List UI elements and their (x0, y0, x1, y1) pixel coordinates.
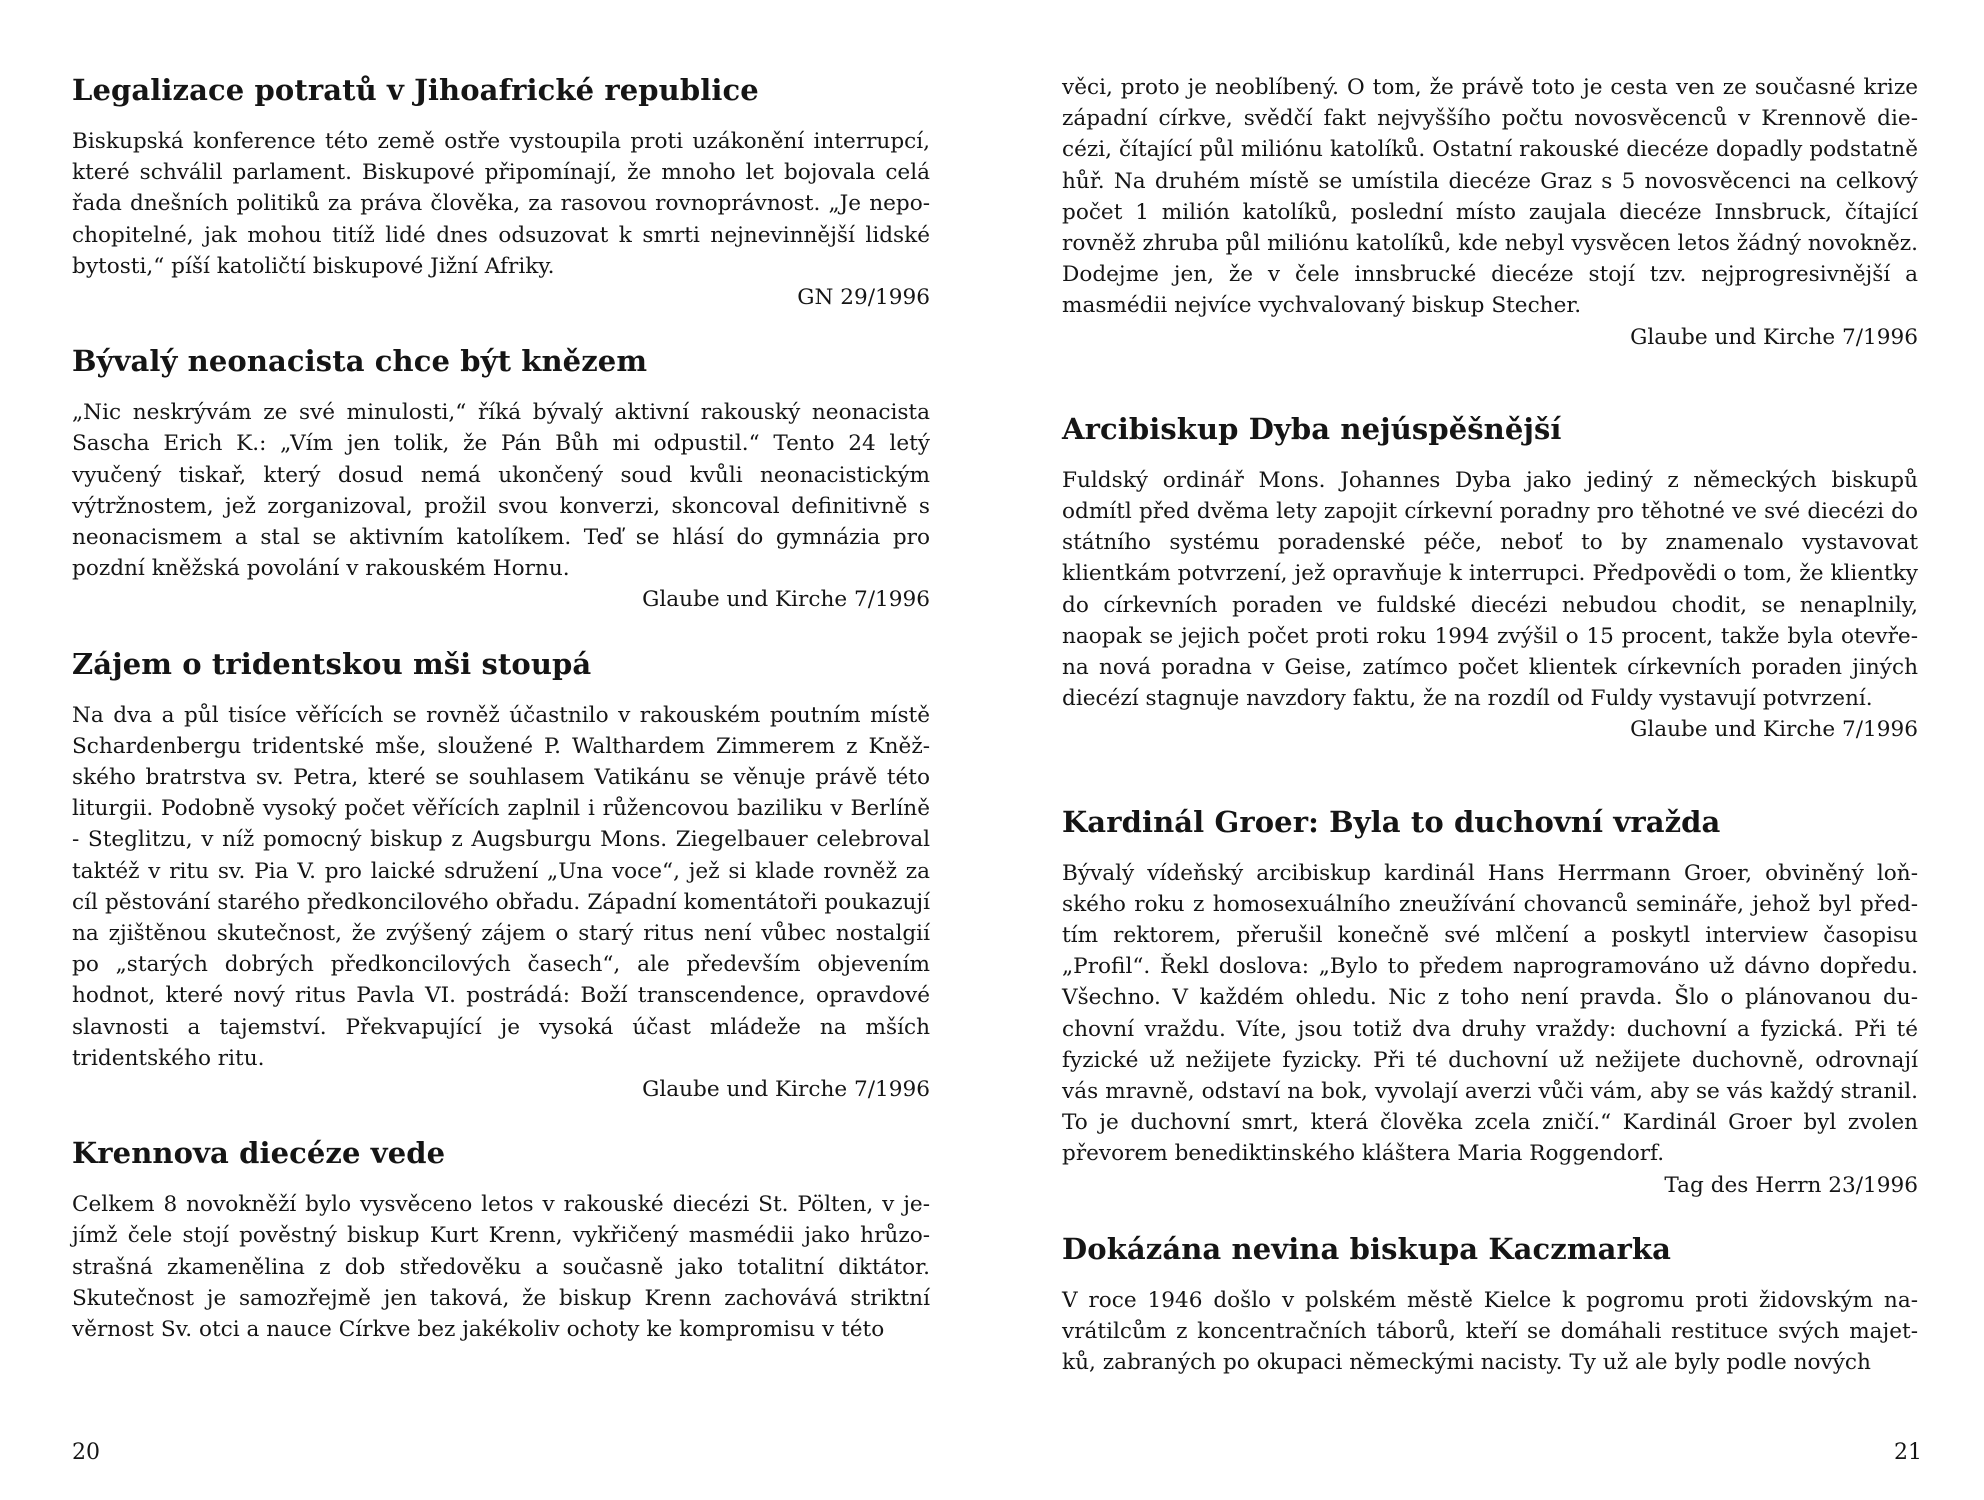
article-title: Zájem o tridentskou mši stoupá (72, 646, 592, 681)
article-title: Dokázána nevina biskupa Kaczmarka (1062, 1231, 1672, 1266)
article-body: věci, proto je neoblíbený. O tom, že právě toto je cesta ven ze současné krize západní církve, svědčí fakt nejvyššího počtu novosvěcenců v Krennově diecézi, čítající půl miliónu katolíků. Ostatní rakouské diecéze dopadly podstatně hůř. Na druhém místě se umístila diecéze Graz s 5 novosvěcenci na celkový počet 1 milión katolíků, poslední místo zaujala diecéze Innsbruck, čítající rovněž zhruba půl miliónu katolíků, kde nebyl vysvěcen letos žádný novokněz. Dodejme jen, že v čele innsbrucké diecéze stojí tzv. nejprogresivnější a masmédii nejvíce vychvalovaný biskup Stecher. (1062, 75, 1918, 319)
article-tridentska-mse (72, 646, 930, 1106)
right-page (992, 0, 1984, 1500)
article-title: Bývalý neonacista chce být knězem (72, 344, 648, 379)
article-source: GN 29/1996 (797, 285, 930, 311)
article-body: Biskupská konference této země ostře vystoupila proti uzákonění interrupcí, které schválil parlament. Biskupové připomínají, že mnoho let bojovala celá řada dnešních politiků za práva člověka, za rasovou rovnoprávnost. „Je nepochopitelné, jak mohou titíž lidé dnes odsuzovat k smrti nejnevinnější lidské bytosti,“ píší katoličtí biskupové Jižní Afriky. (72, 129, 930, 279)
article-body: V roce 1946 došlo v polském městě Kielce k pogromu proti židovským navrátilcům z koncentračních táborů, kteří se domáhali restituce svých majetků, zabraných po okupaci německými nacisty. Ty už ale byly podle nových (1062, 1287, 1918, 1376)
article-body: Na dva a půl tisíce věřících se rovněž účastnilo v rakouském poutním místě Schardenbergu tridentské mše, sloužené P. Walthardem Zimmerem z Kněžského bratrstva sv. Petra, které se souhlasem Vatikánu se věnuje právě této liturgii. Podobně vysoký počet věřících zaplnil i růžencovou baziliku v Berlíně - Steglitzu, v níž pomocný biskup z Augsburgu Mons. Ziegelbauer celebroval taktéž v ritu sv. Pia V. pro laické sdružení „Una voce“, jež si klade rovněž za cíl pěstování starého předkoncilového obřadu. Západní komentátoři poukazují na zjištěnou skutečnost, že zvýšený zájem o starý ritus není vůbec nostalgií po „starých dobrých předkoncilových časech“, ale především objevením hodnot, které nový ritus Pavla VI. postrádá: Boží transcendence, opravdové slavnosti a tajemství. Překvapující je vysoká účast mládeže na mších tridentského ritu. (72, 702, 930, 1071)
article-body: Fuldský ordinář Mons. Johannes Dyba jako jediný z německých biskupů odmítl před dvěma lety zapojit církevní poradny pro těhotné ve své diecézi do státního systému poradenské péče, neboť to by znamenalo vystavovat klientkám potvrzení, jež opravňuje k interrupci. Předpovědi o tom, že klientky do církevních poraden ve fuldské diecézi nebudou chodit, se nenaplnily, naopak se jejich počet proti roku 1994 zvýšil o 15 procent, takže byla otevřena nová poradna v Geise, zatímco počet klientek církevních poraden jiných diecézí stagnuje navzdory faktu, že na rozdíl od Fuldy vystavují potvrzení. (1062, 467, 1918, 712)
article-source: Tag des Herrn 23/1996 (1664, 1172, 1918, 1198)
article-byvaly-neonacista (72, 343, 930, 615)
article-body: Bývalý vídeňský arcibiskup kardinál Hans Herrmann Groer, obviněný loňského roku z homosexuálního zneužívání chovanců semináře, jehož byl předtím rektorem, přerušil konečně své mlčení a poskytl interview časopisu „Profil“. Řekl doslova: „Bylo to předem naprogramováno už dávno dopředu. Všechno. V každém ohledu. Nic z toho není pravda. Šlo o plánovanou duchovní vraždu. Víte, jsou totiž dva druhy vraždy: duchovní a fyzická. Při té fyzické už nežijete fyzicky. Při té duchovní už nežijete duchovně, odrovnají vás mravně, odstaví na bok, vyvolají averzi vůči vám, aby se vás každý stranil. To je duchovní smrt, která člověka zcela zničí.“ Kardinál Groer byl zvolen převorem benediktinského kláštera Maria Roggendorf. (1062, 860, 1918, 1167)
article-nevina-kaczmarka (1062, 1231, 1918, 1379)
page-number: 21 (1894, 1440, 1922, 1465)
article-source: Glaube und Kirche 7/1996 (1630, 717, 1918, 743)
article-body: „Nic neskrývám ze své minulosti,“ říká bývalý aktivní rakouský neonacista Sascha Erich K.: „Vím jen tolik, že Pán Bůh mi odpustil.“ Tento 24 letý vyučený tiskař, který dosud nemá ukončený soud kvůli neonacistickým výtržnostem, jež zorganizoval, prožil svou konverzi, skoncoval definitivně s neonacismem a stal se aktivním katolíkem. Teď se hlásí do gymnázia pro pozdní kněžská povolání v rakouském Hornu. (72, 400, 930, 582)
article-source: Glaube und Kirche 7/1996 (642, 1077, 930, 1103)
article-title: Arcibiskup Dyba nejúspěšnější (1062, 411, 1562, 446)
article-source: Glaube und Kirche 7/1996 (642, 587, 930, 613)
article-title: Krennova diecéze vede (72, 1136, 446, 1171)
left-column (72, 72, 930, 1345)
article-title: Kardinál Groer: Byla to duchovní vražda (1062, 804, 1721, 839)
article-legalizace-potratu (72, 72, 930, 313)
article-body: Celkem 8 novokněží bylo vysvěceno letos v rakouské diecézi St. Pölten, v jejímž čele stojí pověstný biskup Kurt Krenn, vykřičený masmédii jako hrůzostrašná zkamenělina z dob středověku a současně jako totalitní diktátor. Skutečnost je samozřejmě jen taková, že biskup Krenn zachovává striktní věrnost Sv. otci a nauce Církve bez jakékoliv ochoty ke kompromisu v této (72, 1192, 930, 1343)
article-title: Legalizace potratů v Jihoafrické republice (72, 73, 759, 107)
article-krennova-dieceze (72, 1135, 930, 1345)
article-continuation (1062, 72, 1918, 353)
right-column (1062, 72, 1918, 1379)
article-arcibiskup-dyba (1062, 411, 1918, 746)
page-number: 20 (72, 1440, 100, 1465)
article-source: Glaube und Kirche 7/1996 (1630, 324, 1918, 350)
article-kardinal-groer (1062, 804, 1918, 1201)
